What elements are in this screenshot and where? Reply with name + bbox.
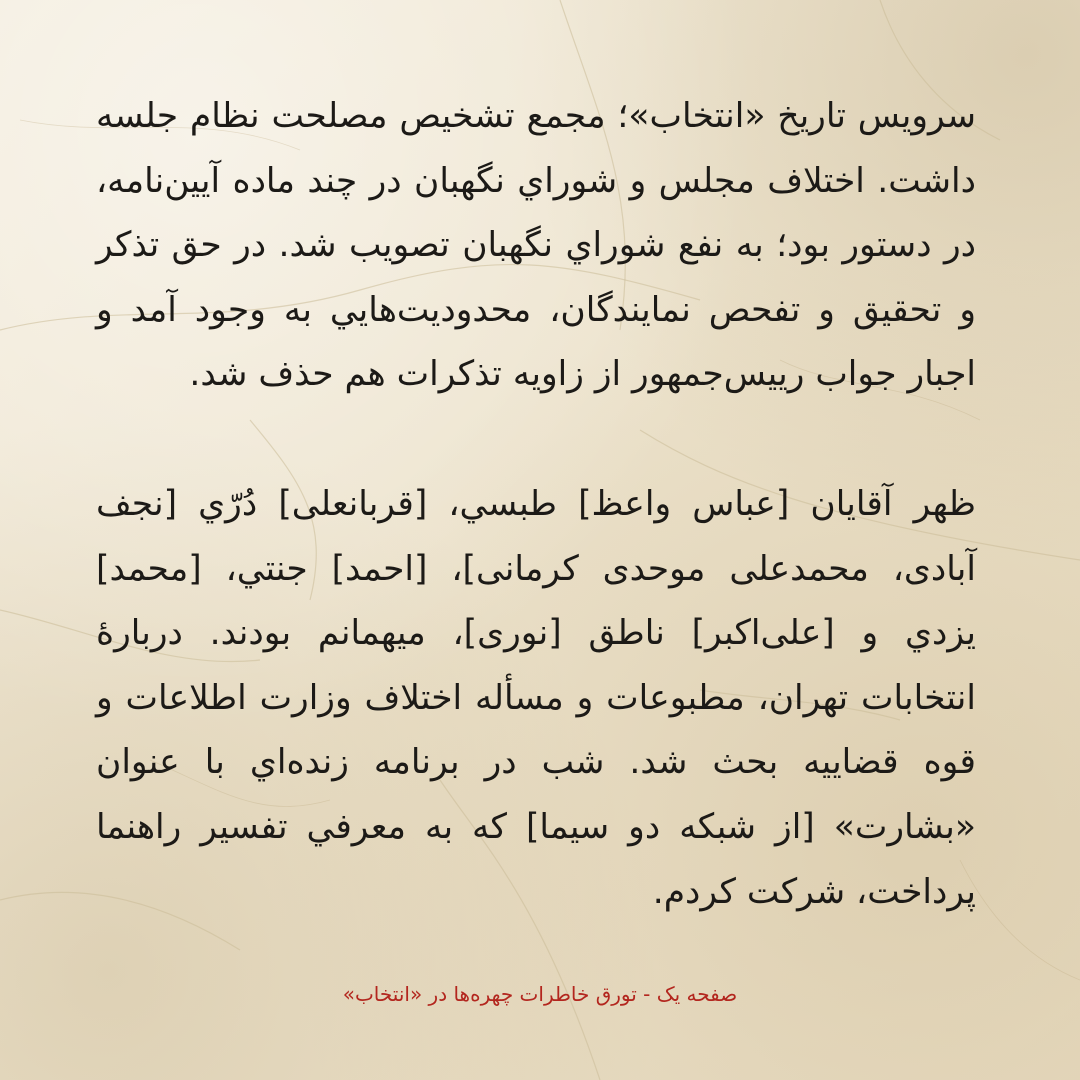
paragraph-1: سرويس تاريخ «انتخاب»؛ مجمع تشخیص مصلحت نظام جلسه داشت. اختلاف مجلس و شوراي نگهبان در چند ماده آیین‌نامه، در دستور بود؛ به نفع شوراي نگهبان تصويب شد. در حق تذکر و تحقیق و تفحص نمايندگان، محدودیت‌هایي به وجود آمد و اجبار جواب رییس‌جمهور از زاويه تذکرات هم حذف شد.	[96, 96, 976, 395]
memoir-text-block	[96, 84, 976, 924]
paragraph-2: ظهر آقايان [عباس واعظ] طبسي، [قربانعلی] دُرّي [نجف آبادی، محمدعلی موحدی کرمانی]، [احمد] جنتي، [محمد] يزدي و [علی‌اکبر] ناطق [نوری]، ميهمانم بودند. دربارۀ انتخابات تهران، مطبوعات و مسأله اختلاف وزارت اطلاعات و قوه قضاييه بحث شد. شب در برنامه زنده‌اي با عنوان «بشارت» [از شبکه دو سیما] که به معرفي تفسير راهنما پرداخت، شرکت کردم.	[96, 483, 976, 912]
source-caption: صفحه یک - تورق خاطرات چهره‌ها در «انتخاب»	[342, 982, 738, 1006]
